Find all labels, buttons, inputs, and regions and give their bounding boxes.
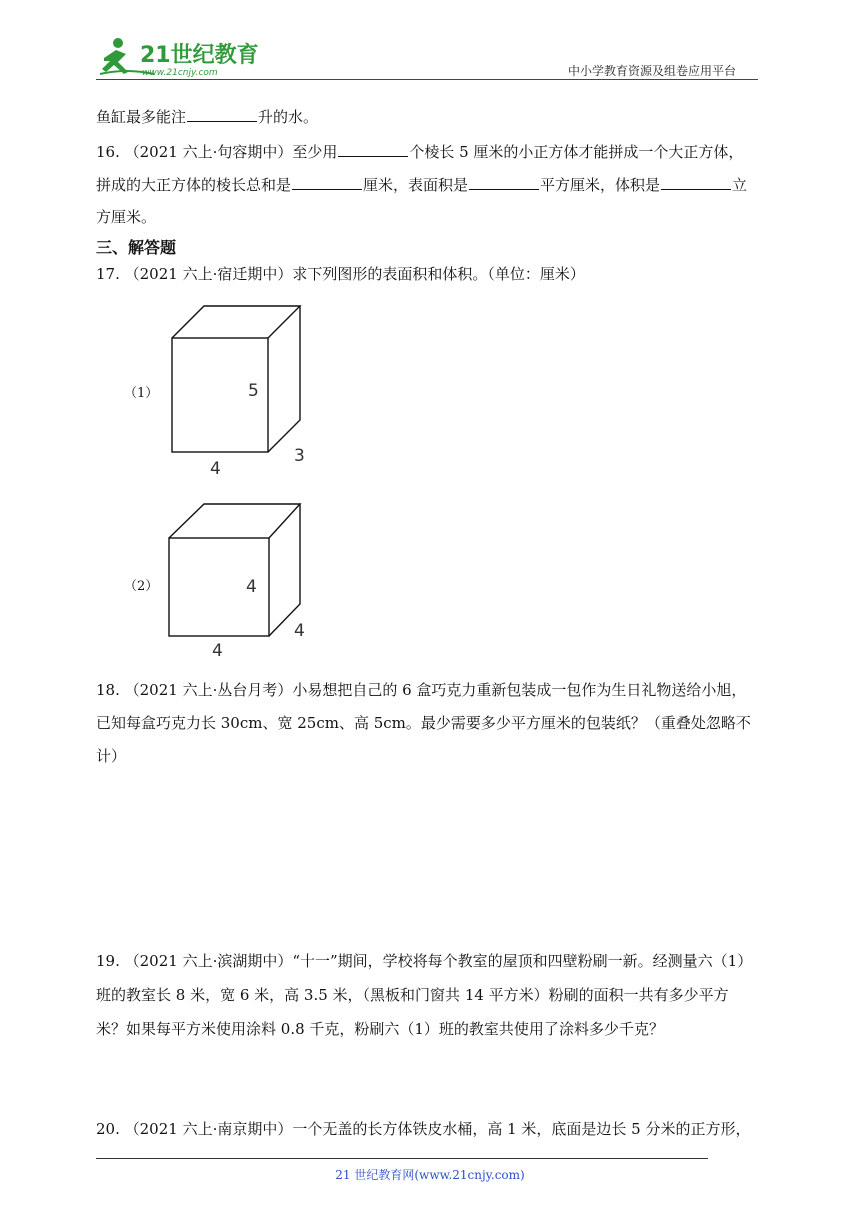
q18-line-3: 计） bbox=[96, 747, 127, 765]
top-face bbox=[172, 306, 300, 338]
width-label: 4 bbox=[294, 621, 305, 641]
q20-line-1: 20. （2021 六上·南京期中）一个无盖的长方体铁皮水桶，高 1 米，底面是边长 5 分米的正方形， bbox=[96, 1120, 751, 1138]
runner-logo-icon bbox=[96, 34, 266, 80]
answer-blank[interactable] bbox=[661, 175, 731, 190]
header-divider bbox=[96, 79, 758, 80]
q15-tail: 鱼缸最多能注 升的水。 bbox=[96, 108, 319, 126]
site-logo bbox=[96, 34, 266, 80]
q19-line-1: 19. （2021 六上·滨湖期中）“十一”期间，学校将每个教室的屋顶和四壁粉刷一新。经测量六（1） bbox=[96, 952, 753, 970]
q19-line-2: 班的教室长 8 米，宽 6 米，高 3.5 米，（黑板和门窗共 14 平方米）粉刷的面积一共有多少平方 bbox=[96, 986, 729, 1004]
q16-line-2: 拼成的大正方体的棱长总和是 厘米，表面积是 平方厘米，体积是 立 bbox=[96, 176, 748, 194]
q16-line-1: 16. （2021 六上·句容期中）至少用 个棱长 5 厘米的小正方体才能拼成一个大正方体， bbox=[96, 143, 744, 161]
section-title: 三、解答题 bbox=[96, 238, 177, 257]
answer-blank[interactable] bbox=[338, 142, 408, 157]
side-face bbox=[269, 504, 300, 636]
footer-divider bbox=[96, 1158, 708, 1159]
answer-blank[interactable] bbox=[469, 175, 539, 190]
cube-figure-2 bbox=[160, 494, 320, 664]
q19-line-3: 米？如果每平方米使用涂料 0.8 千克，粉刷六（1）班的教室共使用了涂料多少千克？ bbox=[96, 1020, 664, 1038]
q17-text: 17. （2021 六上·宿迁期中）求下列图形的表面积和体积。（单位：厘米） bbox=[96, 265, 585, 283]
logo-text: 21世纪教育 bbox=[140, 43, 259, 68]
figure-1-label: （1） bbox=[124, 386, 159, 401]
q16-line-3: 方厘米。 bbox=[96, 208, 157, 226]
top-face bbox=[169, 504, 300, 538]
q18-line-1: 18. （2021 六上·丛台月考）小易想把自己的 6 盒巧克力重新包装成一包作为生日礼物送给小旭， bbox=[96, 681, 747, 699]
height-label: 5 bbox=[248, 381, 259, 401]
length-label: 4 bbox=[212, 641, 223, 661]
answer-blank[interactable] bbox=[292, 175, 362, 190]
header-platform-text: 中小学教育资源及组卷应用平台 bbox=[568, 64, 737, 78]
height-label: 4 bbox=[246, 577, 257, 597]
length-label: 4 bbox=[210, 459, 221, 479]
figure-2-label: （2） bbox=[124, 579, 159, 594]
answer-blank[interactable] bbox=[187, 107, 257, 122]
width-label: 3 bbox=[294, 446, 305, 466]
side-face bbox=[268, 306, 300, 452]
q18-line-2: 已知每盒巧克力长 30cm、宽 25cm、高 5cm。最少需要多少平方厘米的包装纸？（重叠处忽略不 bbox=[96, 714, 751, 732]
cuboid-figure-1 bbox=[160, 300, 320, 480]
logo-url: www.21cnjy.com bbox=[142, 68, 218, 78]
footer-link[interactable]: 21 世纪教育网(www.21cnjy.com) bbox=[335, 1168, 525, 1182]
